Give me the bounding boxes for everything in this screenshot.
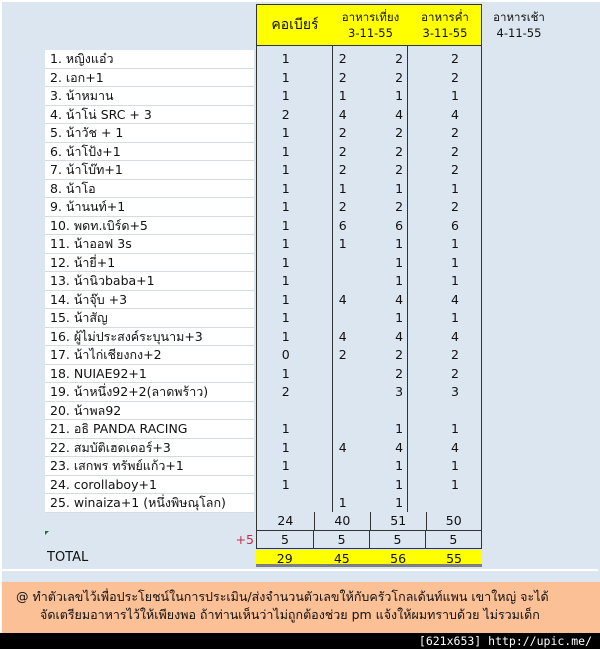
value-cell: 1 <box>451 476 459 492</box>
table-row <box>257 291 483 310</box>
value-cell: 1 <box>281 143 290 159</box>
extra-row <box>256 531 482 549</box>
value-cell: 2 <box>451 69 459 85</box>
value-cell: 1 <box>395 476 404 492</box>
value-cell <box>427 402 483 421</box>
name-cell: 19. น้าหนึ่ง92+2(ลาดพร้าว) <box>45 383 254 402</box>
value-cell: 4 <box>451 291 459 307</box>
data-grid <box>256 46 482 512</box>
extra-cell: 5 <box>370 531 426 548</box>
table-row <box>257 420 483 439</box>
value-cell: 2 <box>395 51 404 66</box>
header-title: คอเบียร์ <box>271 17 319 33</box>
value-cell: 1 <box>281 421 290 436</box>
name-cell: 9. น้านนท์+1 <box>45 198 254 217</box>
header-date: 4-11-55 <box>496 26 542 40</box>
value-cell: 1 <box>281 365 290 381</box>
value-cell: 1 <box>395 495 404 510</box>
value-cell: 1 <box>451 273 459 288</box>
value-cell: 4 <box>338 328 347 344</box>
value-cell: 1 <box>281 88 290 103</box>
table-row <box>257 272 483 291</box>
value-cell: 2 <box>338 162 347 177</box>
table-row <box>257 217 483 236</box>
name-cell: 14. น้าจุ๊บ +3 <box>45 291 254 310</box>
name-cell: 3. น้าหมาน <box>45 87 254 106</box>
extra-label: +5 <box>235 532 254 547</box>
value-cell: 3 <box>395 384 404 399</box>
value-cell: 4 <box>395 106 404 122</box>
total-cell: 29 <box>276 551 293 566</box>
value-cell: 0 <box>281 347 290 362</box>
table-row <box>257 180 483 199</box>
extra-cell: 5 <box>449 532 458 547</box>
name-cell: 1. หญิงแอ๋ว <box>45 50 254 69</box>
table-row <box>257 69 483 88</box>
extra-cell: 5 <box>257 531 314 548</box>
value-cell: 2 <box>338 51 347 66</box>
value-cell <box>427 494 483 513</box>
value-cell: 6 <box>451 217 459 233</box>
value-cell: 1 <box>395 421 404 436</box>
name-cell: 18. NUIAE92+1 <box>45 365 254 384</box>
subtotal-cell: 40 <box>314 512 370 530</box>
header-beer <box>257 5 333 45</box>
value-cell: 1 <box>395 310 404 325</box>
value-cell: 2 <box>281 106 290 122</box>
name-cell: 20. น้าพล92 <box>45 402 254 421</box>
value-cell: 1 <box>395 236 404 251</box>
table-row <box>257 143 483 162</box>
name-cell: 15. น้าสัญ <box>45 309 254 328</box>
value-cell: 2 <box>338 347 347 362</box>
value-cell: 1 <box>281 69 290 85</box>
table-row <box>257 235 483 254</box>
subtotal-cell: 51 <box>370 512 426 530</box>
header-date: 3-11-55 <box>348 26 393 40</box>
value-cell: 2 <box>395 199 404 214</box>
table-row <box>257 328 483 347</box>
value-cell: 1 <box>451 310 459 325</box>
value-cell: 4 <box>395 328 404 344</box>
name-cell: 25. winaiza+1 (หนึ่งพิษณุโลก) <box>45 494 254 513</box>
header-breakfast <box>482 5 556 45</box>
value-cell: 2 <box>451 365 459 381</box>
value-cell: 1 <box>281 291 290 307</box>
subtotal-cell: 24 <box>277 513 294 528</box>
total-row <box>256 550 482 567</box>
value-cell: 1 <box>281 125 290 140</box>
table-row <box>257 161 483 180</box>
header-title: อาหารเช้า <box>493 10 545 24</box>
subtotal-cell: 50 <box>426 512 482 530</box>
table-row <box>257 494 483 513</box>
value-cell: 1 <box>281 51 290 66</box>
value-cell: 2 <box>281 384 290 399</box>
total-cell: 56 <box>390 551 407 566</box>
value-cell: 1 <box>281 236 290 251</box>
value-cell <box>371 402 427 421</box>
name-cell: 13. น้านิวbaba+1 <box>45 272 254 291</box>
value-cell <box>314 383 371 402</box>
table-row <box>257 365 483 384</box>
value-cell: 6 <box>338 217 347 233</box>
value-cell: 1 <box>338 495 347 510</box>
value-cell: 1 <box>395 254 404 270</box>
value-cell: 2 <box>451 125 459 140</box>
value-cell: 4 <box>451 106 459 122</box>
table-row <box>257 346 483 365</box>
value-cell: 3 <box>451 384 459 399</box>
value-cell <box>314 365 371 384</box>
value-cell: 1 <box>281 199 290 214</box>
value-cell: 1 <box>281 458 290 473</box>
value-cell: 2 <box>451 199 459 214</box>
value-cell: 2 <box>451 143 459 159</box>
value-cell: 2 <box>451 347 459 362</box>
table-row <box>257 402 483 421</box>
value-cell: 1 <box>281 273 290 288</box>
value-cell: 2 <box>395 365 404 381</box>
extra-cell: 5 <box>314 531 370 548</box>
value-cell: 2 <box>395 162 404 177</box>
value-cell <box>314 254 371 273</box>
note-line-2: จัดเตรียมอาหารไว้ให้เพียงพอ ถ้าท่านเห็นว่าไม่ถูกต้องช่วย pm แจ้งให้ผมทราบด้วย ไม่รวมเด็ก <box>40 607 540 622</box>
name-cell: 12. น้ายี่+1 <box>45 254 254 273</box>
name-cell: 22. สมบัติเฮดเดอร์+3 <box>45 439 254 458</box>
value-cell: 2 <box>451 51 459 66</box>
value-cell: 4 <box>395 291 404 307</box>
value-cell <box>257 402 314 421</box>
note-line-1: @ ทำตัวเลขไว้เพื่อประโยชน์ในการประเมิน/ส่งจำนวนตัวเลขให้กับครัวโกลเด้นท์แพน เขาใหญ่ จะได้ <box>16 589 549 604</box>
divider <box>0 569 598 571</box>
header-title: อาหารค่ำ <box>421 10 469 24</box>
header-title: อาหารเที่ยง <box>341 10 400 24</box>
total-cell: 55 <box>446 551 462 566</box>
name-cell: 11. น้าออฟ 3s <box>45 235 254 254</box>
name-cell: 8. น้าโอ <box>45 180 254 199</box>
name-cell: 23. เสกพร ทรัพย์แก้ว+1 <box>45 457 254 476</box>
value-cell: 2 <box>395 143 404 159</box>
value-cell: 2 <box>395 347 404 362</box>
value-cell: 4 <box>451 328 459 344</box>
value-cell: 1 <box>451 180 459 196</box>
value-cell: 2 <box>395 69 404 85</box>
value-cell: 1 <box>451 254 459 270</box>
value-cell: 1 <box>281 476 290 492</box>
value-cell: 2 <box>338 199 347 214</box>
value-cell: 2 <box>338 143 347 159</box>
value-cell: 2 <box>338 69 347 85</box>
value-cell: 1 <box>338 180 347 196</box>
header-lunch <box>333 5 408 45</box>
cell-comment-marker-icon <box>45 531 49 535</box>
table-row <box>257 476 483 495</box>
value-cell: 1 <box>281 439 290 455</box>
value-cell: 1 <box>451 236 459 251</box>
name-cell: 6. น้าโป้ง+1 <box>45 143 254 162</box>
table-row <box>257 254 483 273</box>
table-row <box>257 383 483 402</box>
value-cell: 1 <box>338 236 347 251</box>
name-cell: 2. เอก+1 <box>45 69 254 88</box>
value-cell <box>314 420 371 439</box>
table-row <box>257 198 483 217</box>
name-cell: 4. น้าโน่ SRC + 3 <box>45 106 254 125</box>
name-cell: 16. ผู้ไม่ประสงค์ระบุนาม+3 <box>45 328 254 347</box>
table-header <box>256 4 545 46</box>
name-cell: 17. น้าไก่เชียงกง+2 <box>45 346 254 365</box>
value-cell <box>314 476 371 495</box>
value-cell <box>314 402 371 421</box>
value-cell: 2 <box>395 125 404 140</box>
watermark: [621x653] http://upic.me/ <box>0 633 600 649</box>
value-cell: 6 <box>395 217 404 233</box>
note-box <box>2 582 600 633</box>
table-row <box>257 124 483 143</box>
value-cell: 4 <box>451 439 459 455</box>
value-cell: 1 <box>451 458 459 473</box>
name-cell: 21. อธิ PANDA RACING <box>45 420 254 439</box>
value-cell: 1 <box>395 273 404 288</box>
table-row <box>257 439 483 458</box>
subtotal-row <box>256 512 482 531</box>
header-date: 3-11-55 <box>422 26 468 40</box>
value-cell: 1 <box>281 254 290 270</box>
name-cell: 24. corollaboy+1 <box>45 476 254 495</box>
value-cell: 1 <box>338 88 347 103</box>
names-column <box>45 50 254 513</box>
value-cell: 1 <box>281 180 290 196</box>
value-cell: 1 <box>395 88 404 103</box>
value-cell: 1 <box>281 162 290 177</box>
value-cell: 1 <box>395 180 404 196</box>
value-cell <box>314 309 371 328</box>
data-rows <box>257 50 483 513</box>
value-cell: 2 <box>451 162 459 177</box>
table-row <box>257 106 483 125</box>
name-cell: 5. น้าวัช + 1 <box>45 124 254 143</box>
value-cell: 1 <box>281 310 290 325</box>
table-row <box>257 87 483 106</box>
table-row <box>257 50 483 69</box>
value-cell: 4 <box>338 439 347 455</box>
value-cell <box>314 457 371 476</box>
name-cell: 10. พดท.เบิร์ด+5 <box>45 217 254 236</box>
value-cell: 1 <box>395 458 404 473</box>
value-cell <box>314 272 371 291</box>
header-dinner <box>408 5 482 45</box>
total-cell: 45 <box>333 551 350 566</box>
value-cell <box>257 494 314 513</box>
value-cell: 4 <box>395 439 404 455</box>
value-cell: 1 <box>281 217 290 233</box>
value-cell: 4 <box>338 106 347 122</box>
value-cell: 1 <box>451 421 459 436</box>
total-label: TOTAL <box>47 550 89 565</box>
value-cell: 1 <box>451 88 459 103</box>
name-cell: 7. น้าโบ๊ท+1 <box>45 161 254 180</box>
table-row <box>257 457 483 476</box>
value-cell: 2 <box>338 125 347 140</box>
value-cell: 1 <box>281 328 290 344</box>
table-row <box>257 309 483 328</box>
value-cell: 4 <box>338 291 347 307</box>
